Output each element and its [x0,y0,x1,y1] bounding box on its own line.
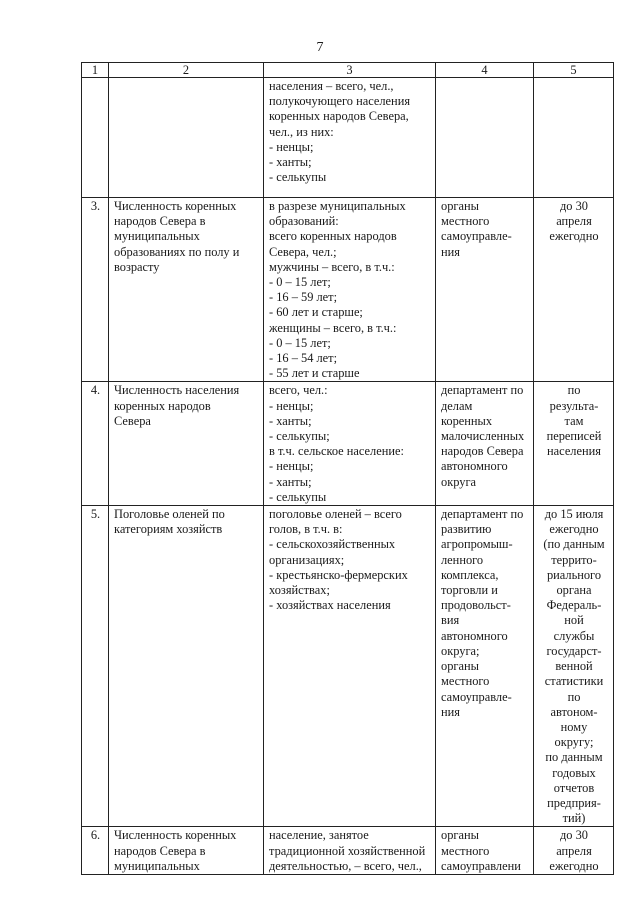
cell-text-line: ежегодно [549,229,599,244]
cell-text-line: малочисленных [441,429,525,444]
cell-text-line: - селькупы; [269,429,330,444]
cell-text-line: - селькупы [269,489,327,504]
cell-text-line: Численность населения [114,383,240,398]
cell-text-line: местного [441,674,490,689]
cell-text-line: народов Севера [441,444,524,459]
source-cell [436,382,534,506]
cell-text-line: (по данным [543,537,605,552]
cell-text-line: до 30 [560,828,588,843]
deadline-cell [534,78,614,198]
source-cell [436,78,534,198]
table-row [82,78,614,198]
cell-text-line: вия [441,613,460,628]
cell-text-line: до 15 июля [544,507,604,522]
cell-text-line: муниципальных [114,858,200,873]
cell-text-line: населения [547,444,601,459]
cell-text-line: самоуправле- [441,689,512,704]
column-header: 1 [82,63,109,78]
cell-text-line: всего коренных народов [269,229,397,244]
cell-text-line: там [564,413,584,428]
cell-text-line: округа; [441,643,480,658]
row-number [82,78,109,198]
cell-text-line: - ханты; [269,413,312,428]
cell-text-line: образований: [269,214,339,229]
cell-text-line: возрасту [114,259,160,274]
cell-text-line: коренных народов Севера, [269,109,409,124]
cell-text-line: ния [441,704,460,719]
cell-text-line: в т.ч. сельское население: [269,444,404,459]
row-number: 5. [82,506,109,827]
cell-text-line: венной [555,659,593,674]
cell-text-line: переписей [546,429,602,444]
cell-text-line: до 30 [560,199,588,213]
column-header: 3 [264,63,436,78]
cell-text-line: Федераль- [546,598,602,613]
cell-text-line: продовольст- [441,598,511,613]
cell-text-line: ной [564,613,584,628]
cell-text-line: Севера [114,413,151,428]
cell-text-line: - 16 – 54 лет; [269,351,338,366]
cell-text-line: - 16 – 59 лет; [269,290,338,305]
row-number: 3. [82,198,109,382]
column-header: 4 [436,63,534,78]
cell-text-line: категориям хозяйств [114,522,223,537]
page-number: 7 [316,40,324,55]
cell-text-line: - 0 – 15 лет; [269,275,331,290]
cell-text-line: Севера, чел.; [269,244,337,259]
cell-text-line: организациях; [269,552,345,567]
cell-text-line: результа- [549,398,599,413]
details-cell [264,382,436,506]
cell-text-line: развитию [441,522,492,537]
deadline-cell [534,382,614,506]
indicator-cell [109,198,264,382]
cell-text-line: - 60 лет и старше; [269,305,363,320]
cell-text-line: - ханты; [269,155,312,170]
cell-text-line: - крестьянско-фермерских [269,567,408,582]
cell-text-line: всего, чел.: [269,383,328,398]
source-cell [436,827,534,875]
cell-text-line: делам [441,398,473,413]
cell-text-line: округа [441,474,477,489]
cell-text-line: самоуправле- [441,229,512,244]
cell-text-line: ежегодно [549,522,599,537]
cell-text-line: годовых [552,765,596,780]
cell-text-line: террито- [551,552,597,567]
cell-text-line: комплекса, [441,567,499,582]
cell-text-line: агропромыш- [441,537,513,552]
cell-text-line: Численность коренных [114,828,237,843]
deadline-cell [534,506,614,827]
details-cell [264,78,436,198]
cell-text-line: голов, в т.ч. в: [269,522,343,537]
table-row [82,506,614,827]
cell-text-line: по данным [545,750,603,765]
cell-text-line: образованиях по полу и [114,244,240,259]
details-cell [264,827,436,875]
cell-text-line: - сельскохозяйственных [269,537,396,552]
cell-text-line: - селькупы [269,170,327,185]
cell-text-line: самоуправлени [441,858,521,873]
indicator-cell [109,506,264,827]
cell-text-line: народов Севера в [114,843,206,858]
cell-text-line: органы [441,659,479,674]
cell-text-line: апреля [556,214,592,229]
indicator-cell [109,827,264,875]
cell-text-line: органы [441,828,479,843]
cell-text-line: тий) [562,811,586,826]
cell-text-line: местного [441,214,490,229]
cell-text-line: - ненцы; [269,139,314,154]
row-number: 6. [82,827,109,875]
cell-text-line: мужчины – всего, в т.ч.: [269,259,395,274]
cell-text-line: населения – всего, чел., [269,79,394,93]
column-header: 5 [534,63,614,78]
cell-text-line: хозяйствах; [269,583,330,598]
cell-text-line: - хозяйствах населения [269,598,391,613]
cell-text-line: службы [553,628,595,643]
column-header: 2 [109,63,264,78]
cell-text-line: по [567,689,581,704]
indicator-cell [109,78,264,198]
cell-text-line: автономного [441,628,508,643]
table-row [82,382,614,506]
source-cell [436,506,534,827]
cell-text-line: ному [560,719,588,734]
cell-text-line: органы [441,199,479,213]
cell-text-line: государст- [546,643,602,658]
cell-text-line: ния [441,244,460,259]
cell-text-line: муниципальных [114,229,200,244]
cell-text-line: - 0 – 15 лет; [269,335,331,350]
cell-text-line: торговли и [441,583,498,598]
cell-text-line: предприя- [547,795,601,810]
cell-text-line: - 55 лет и старше [269,366,360,381]
cell-text-line: традиционной хозяйственной [269,843,426,858]
cell-text-line: статистики [544,674,604,689]
indicators-table [81,62,614,875]
source-cell [436,198,534,382]
details-cell [264,506,436,827]
cell-text-line: - ханты; [269,474,312,489]
cell-text-line: поголовье оленей – всего [269,507,402,522]
cell-text-line: коренных [441,413,493,428]
cell-text-line: коренных народов [114,398,211,413]
cell-text-line: - ненцы; [269,398,314,413]
cell-text-line: риального [546,567,602,582]
cell-text-line: округу; [554,735,594,750]
cell-text-line: ленного [441,552,484,567]
cell-text-line: ежегодно [549,858,599,873]
cell-text-line: местного [441,843,490,858]
cell-text-line: автоном- [550,704,598,719]
cell-text-line: Поголовье оленей по [114,507,225,522]
cell-text-line: женщины – всего, в т.ч.: [269,320,397,335]
table-header-row [82,63,614,78]
cell-text-line: департамент по [441,507,524,522]
table-row [82,827,614,875]
row-number: 4. [82,382,109,506]
cell-text-line: деятельностью, – всего, чел., [269,858,422,873]
cell-text-line: автономного [441,459,508,474]
table-row [82,198,614,382]
details-cell [264,198,436,382]
cell-text-line: органа [556,583,592,598]
indicator-cell [109,382,264,506]
cell-text-line: - ненцы; [269,459,314,474]
cell-text-line: полукочующего населения [269,94,411,109]
deadline-cell [534,827,614,875]
cell-text-line: департамент по [441,383,524,398]
cell-text-line: апреля [556,843,592,858]
cell-text-line: по [567,383,581,398]
cell-text-line: в разрезе муниципальных [269,199,406,213]
cell-text-line: Численность коренных [114,199,237,213]
cell-text-line: чел., из них: [269,124,334,139]
cell-text-line: отчетов [553,780,595,795]
cell-text-line: население, занятое [269,828,369,843]
cell-text-line: народов Севера в [114,214,206,229]
deadline-cell [534,198,614,382]
